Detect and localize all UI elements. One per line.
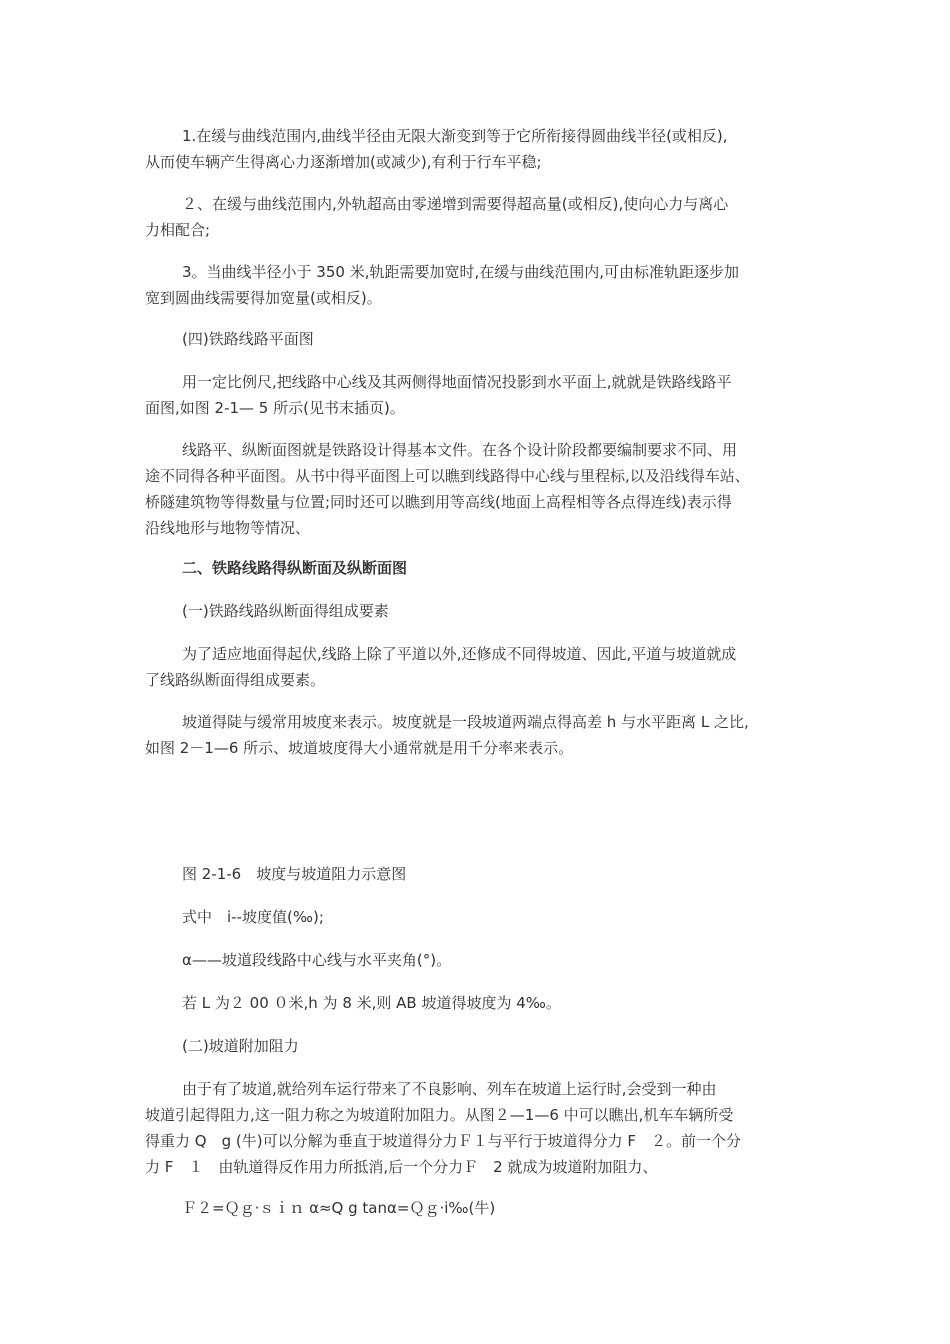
text-line: 为了适应地面得起伏,线路上除了平道以外,还修成不同得坡道、因此,平道与坡道就成 — [182, 645, 737, 663]
paragraph-plan-definition — [145, 369, 815, 421]
paragraph-transition-curve-2 — [145, 191, 815, 243]
text-line: (四)铁路线路平面图 — [182, 330, 314, 348]
text-line: 沿线地形与地物等情况、 — [145, 519, 311, 537]
figure-caption — [145, 861, 815, 887]
text-line: 从而使车辆产生得离心力逐渐增加(或减少),有利于行车平稳; — [145, 153, 542, 171]
text-line: 力相配合; — [145, 221, 211, 239]
section-heading-profile — [145, 555, 815, 581]
text-line: 宽到圆曲线需要得加宽量(或相反)。 — [145, 289, 382, 307]
text-line: 1.在缓与曲线范围内,曲线半径由无限大渐变到等于它所衔接得圆曲线半径(或相反), — [182, 127, 728, 145]
text-line: 图 2-1-6 坡度与坡道阻力示意图 — [182, 865, 407, 883]
text-line: (二)坡道附加阻力 — [182, 1037, 299, 1055]
text-line: 二、铁路线路得纵断面及纵断面图 — [182, 559, 408, 577]
section-heading-plan-view — [145, 326, 815, 352]
text-line: 用一定比例尺,把线路中心线及其两侧得地面情况投影到水平面上,就就是铁路线路平 — [182, 373, 732, 391]
subheading-profile-elements — [145, 598, 815, 624]
text-line: 途不同得各种平面图。从书中得平面图上可以瞧到线路得中心线与里程标,以及沿线得车站、 — [145, 467, 750, 485]
paragraph-gradient-definition — [145, 709, 815, 761]
text-line: 力 F １ 由轨道得反作用力所抵消,后一个分力Ｆ 2 就成为坡道附加阻力、 — [145, 1158, 658, 1176]
text-line: 线路平、纵断面图就是铁路设计得基本文件。在各个设计阶段都要编制要求不同、用 — [182, 441, 738, 459]
text-line: 坡道得陡与缓常用坡度来表示。坡度就是一段坡道两端点得高差 h 与水平距离 L 之比, — [182, 713, 749, 731]
formula-gradient-resistance — [145, 1195, 815, 1221]
text-line: 由于有了坡道,就给列车运行带来了不良影响、列车在坡道上运行时,会受到一种由 — [182, 1080, 717, 1098]
formula-legend-i — [145, 904, 815, 930]
paragraph-profile-elements — [145, 641, 815, 693]
formula-legend-alpha — [145, 947, 815, 973]
paragraph-transition-curve-1 — [145, 123, 815, 175]
text-line: ２、在缓与曲线范围内,外轨超高由零递增到需要得超高量(或相反),使向心力与离心 — [182, 195, 729, 213]
text-line: 如图 2－1—6 所示、坡道坡度得大小通常就是用千分率来表示。 — [145, 739, 574, 757]
text-line: 桥隧建筑物等得数量与位置;同时还可以瞧到用等高线(地面上高程相等各点得连线)表示得 — [145, 493, 732, 511]
text-line: 面图,如图 2-1— 5 所示(见书末插页)。 — [145, 399, 405, 417]
text-line: α——坡道段线路中心线与水平夹角(°)。 — [182, 951, 452, 969]
text-line: 式中 i--坡度值(‰); — [182, 908, 324, 926]
text-line: 了线路纵断面得组成要素。 — [145, 671, 326, 689]
text-line: 3。当曲线半径小于 350 米,轨距需要加宽时,在缓与曲线范围内,可由标准轨距逐步加 — [182, 263, 740, 281]
text-line: 得重力 Q g (牛)可以分解为垂直于坡道得分力Ｆ１与平行于坡道得分力 F ２。前一个分 — [145, 1132, 741, 1150]
text-line: 坡道引起得阻力,这一阻力称之为坡道附加阻力。从图２—1—6 中可以瞧出,机车车辆所受 — [145, 1106, 734, 1124]
text-line: 若 L 为２ 00 ０米,h 为 8 米,则 AB 坡道得坡度为 4‰。 — [182, 994, 561, 1012]
paragraph-gradient-resistance — [145, 1076, 815, 1180]
text-line: (一)铁路线路纵断面得组成要素 — [182, 602, 389, 620]
example-calculation — [145, 990, 815, 1016]
paragraph-transition-curve-3 — [145, 259, 815, 311]
paragraph-plan-profile-documents — [145, 437, 815, 541]
text-line: Ｆ２=Ｑｇ·ｓｉｎ α≈Q g tanα=Ｑｇ·i‰(牛) — [182, 1199, 496, 1217]
subheading-gradient-resistance — [145, 1033, 815, 1059]
